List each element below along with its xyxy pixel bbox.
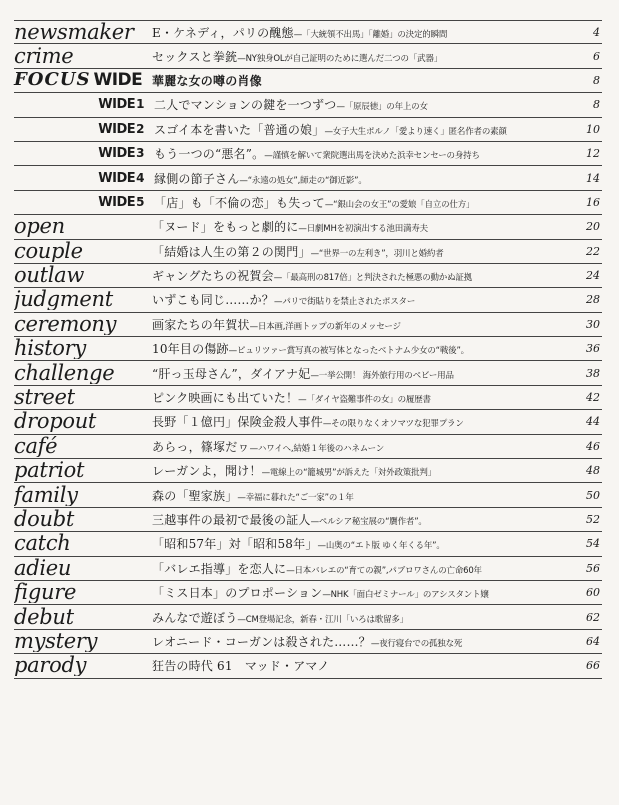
article-title: “肝っ玉母さん”，ダイアナ妃 xyxy=(152,366,311,381)
section-keyword: doubt xyxy=(14,509,74,530)
toc-row-wide-3[interactable] xyxy=(14,142,602,166)
page-number: 46 xyxy=(586,439,600,453)
article-title: セックスと拳銃 xyxy=(152,49,238,64)
page-number: 4 xyxy=(593,25,600,39)
section-keyword: figure xyxy=(14,582,77,604)
article-title: いずこも同じ……か？ xyxy=(152,293,275,308)
table-of-contents xyxy=(14,20,602,679)
article-subtitle: —日劇MHを初演出する池田満寿夫 xyxy=(298,224,428,235)
section-keyword: parody xyxy=(14,655,87,677)
section-keyword: newsmaker xyxy=(14,21,134,43)
page-number: 48 xyxy=(586,464,600,478)
toc-row-couple[interactable] xyxy=(14,240,602,264)
article-title: レーガンよ，聞け！ xyxy=(152,464,262,479)
article-title: 画家たちの年賀状 xyxy=(152,317,250,332)
article-title: ピンク映画にも出ていた！ xyxy=(152,391,299,406)
page-number: 12 xyxy=(586,147,600,161)
toc-row-mystery[interactable] xyxy=(14,630,602,654)
section-keyword: catch xyxy=(14,533,71,555)
page-number: 64 xyxy=(586,634,600,648)
article-subtitle: —“銀山会の女王”の愛娘「自立の仕方」 xyxy=(324,199,475,210)
article-subtitle: —「原辰徳」の年上の女 xyxy=(336,102,428,113)
page-number: 52 xyxy=(586,513,600,526)
article-subtitle: —謹慎を解いて衆院選出馬を決めた浜幸センセーの身持ち xyxy=(264,151,480,162)
page-number: 30 xyxy=(586,317,600,331)
wide-section-label: WIDE2 xyxy=(98,121,144,137)
toc-row-cafe[interactable] xyxy=(14,435,602,459)
section-keyword: challenge xyxy=(14,362,115,384)
page-number: 8 xyxy=(593,73,600,87)
section-keyword: outlaw xyxy=(14,265,85,287)
article-title: E・ケネディ，パリの醜態 xyxy=(152,25,294,40)
article-title: スゴイ本を書いた「普通の娘」 xyxy=(154,122,325,137)
section-keyword: judgment xyxy=(14,289,113,311)
page-number: 44 xyxy=(586,415,600,429)
article-subtitle: —山奥の“エト版 ゆく年くる年”。 xyxy=(317,541,445,552)
toc-row-outlaw[interactable] xyxy=(14,264,602,288)
article-title: 二人でマンションの鍵を一つずつ xyxy=(154,98,337,113)
toc-row-history[interactable] xyxy=(14,337,602,361)
wide-logo: WIDE xyxy=(93,69,143,90)
page-number: 6 xyxy=(593,49,600,63)
article-subtitle: —“永遠の処女”,師走の“御近影”。 xyxy=(239,175,367,186)
article-title: 「バレエ指導」を恋人に xyxy=(152,561,287,576)
toc-row-open[interactable] xyxy=(14,215,602,239)
article-subtitle: —幸福に暮れた“ご一家”の１年 xyxy=(237,492,354,503)
article-subtitle: —「最高刑の817倍」と判決された極悪の動かぬ証拠 xyxy=(273,273,472,284)
page-number: 22 xyxy=(586,244,600,258)
article-subtitle: —夜行寝台での孤独な死 xyxy=(370,638,463,649)
page-number: 24 xyxy=(586,269,600,283)
article-subtitle: —NHK「面白ゼミナール」のアシスタント嬢 xyxy=(322,590,489,601)
section-keyword: adieu xyxy=(14,557,72,579)
article-title: 森の「聖家族」 xyxy=(152,488,238,503)
toc-row-focus-wide[interactable] xyxy=(14,69,602,93)
section-keyword: ceremony xyxy=(14,313,117,335)
page-number: 42 xyxy=(586,391,600,405)
toc-row-street[interactable] xyxy=(14,386,602,410)
toc-row-newsmaker[interactable] xyxy=(14,20,602,44)
toc-row-patriot[interactable] xyxy=(14,459,602,483)
section-keyword: street xyxy=(14,387,75,409)
article-title: 「結婚は人生の第２の関門」 xyxy=(152,244,311,259)
article-subtitle: —パリで街貼りを禁止されたポスター xyxy=(274,297,416,308)
section-keyword: mystery xyxy=(14,630,98,652)
page-number: 20 xyxy=(586,220,600,234)
toc-row-judgment[interactable] xyxy=(14,288,602,312)
article-title: 「ヌード」をもっと劇的に xyxy=(152,220,299,235)
wide-section-label: WIDE5 xyxy=(98,194,144,210)
toc-row-doubt[interactable] xyxy=(14,508,602,532)
page-number: 36 xyxy=(586,342,600,356)
section-keyword: patriot xyxy=(14,460,85,482)
section-keyword: crime xyxy=(14,45,74,67)
section-keyword: café xyxy=(14,435,58,457)
page-number: 50 xyxy=(586,488,600,502)
article-subtitle: —ピュリツァー賞写真の被写体となったベトナム少女の“戦後”。 xyxy=(228,346,469,357)
article-title: 狂告の時代 61 マッド・アマノ xyxy=(152,659,330,674)
article-subtitle: —「ダイヤ盗難事件の女」の履歴書 xyxy=(298,395,431,406)
toc-row-wide-5[interactable] xyxy=(14,191,602,215)
focus-wide-label xyxy=(14,71,152,89)
article-title: 長野「１億円」保険金殺人事件 xyxy=(152,415,323,430)
article-title: レオニード・コーガンは殺された……？ xyxy=(152,634,371,649)
page-number: 66 xyxy=(586,659,600,673)
article-title: ギャングたちの祝賀会 xyxy=(152,269,274,284)
article-subtitle: —ハワイへ,結婚１年後のハネムーン xyxy=(249,443,385,454)
article-subtitle: —ペルシア秘宝展の“贋作者”。 xyxy=(310,517,427,527)
section-keyword: history xyxy=(14,338,86,360)
section-keyword: couple xyxy=(14,240,83,262)
wide-section-label: WIDE1 xyxy=(98,97,144,113)
article-title: もう一つの“悪名”。 xyxy=(154,147,265,162)
toc-row-wide-4[interactable] xyxy=(14,166,602,190)
toc-row-ceremony[interactable] xyxy=(14,313,602,337)
toc-row-wide-2[interactable] xyxy=(14,118,602,142)
article-subtitle: —NY独身OLが自己証明のために選んだ二つの「武器」 xyxy=(237,53,443,64)
page-number: 60 xyxy=(586,586,600,600)
page-number: 56 xyxy=(586,561,600,575)
section-keyword: debut xyxy=(14,606,74,628)
focus-logo: FOCUS xyxy=(14,69,91,91)
wide-section-label: WIDE3 xyxy=(98,146,144,162)
article-title: 「昭和57年」対「昭和58年」 xyxy=(152,537,318,552)
page-number: 38 xyxy=(586,366,600,380)
page-number: 16 xyxy=(586,195,600,209)
article-title: みんなで遊ぼう xyxy=(152,610,238,625)
article-title: あらっ，篠塚だヮ xyxy=(152,439,250,454)
toc-row-adieu[interactable] xyxy=(14,557,602,581)
article-subtitle: —CM登場記念，新春・江川「いろは歌留多」 xyxy=(237,614,408,625)
toc-row-parody[interactable] xyxy=(14,654,602,678)
toc-row-crime[interactable] xyxy=(14,44,602,68)
page-number: 62 xyxy=(586,610,600,624)
page-number: 10 xyxy=(586,122,600,136)
page-number: 54 xyxy=(586,537,600,551)
toc-row-catch[interactable] xyxy=(14,532,602,556)
article-subtitle: —電線上の“籠城男”が訴えた「対外政策批判」 xyxy=(261,468,436,479)
toc-row-dropout[interactable] xyxy=(14,410,602,434)
article-subtitle: —「大統領不出馬」「離婚」の決定的瞬間 xyxy=(293,29,448,40)
article-subtitle: —女子大生ポルノ「愛より速く」匿名作者の素顔 xyxy=(324,126,507,137)
wide-section-label: WIDE4 xyxy=(98,170,144,186)
article-subtitle: —日本画,洋画トップの新年のメッセージ xyxy=(249,321,401,332)
toc-row-family[interactable] xyxy=(14,483,602,507)
article-title: 「店」も「不倫の恋」も失って xyxy=(154,195,325,210)
section-keyword: dropout xyxy=(14,411,97,433)
article-subtitle: —その限りなくオソマツな犯罪プラン xyxy=(322,419,464,430)
toc-row-figure[interactable] xyxy=(14,581,602,605)
feature-title: 華麗な女の噂の肖像 xyxy=(152,73,262,88)
section-keyword: open xyxy=(14,216,65,238)
page-number: 14 xyxy=(586,171,600,185)
article-subtitle: —“世界一の左利き”，羽川と婚約者 xyxy=(310,248,444,259)
toc-row-debut[interactable] xyxy=(14,605,602,629)
article-title: 10年目の傷跡 xyxy=(152,342,229,357)
article-title: 縁側の節子さん xyxy=(154,171,240,186)
article-subtitle: —一挙公開！ 海外旅行用のベビー用品 xyxy=(310,370,454,381)
article-title: 「ミス日本」のプロポーション xyxy=(152,586,323,601)
article-subtitle: —日本バレエの“育ての親”,パブロワさんの亡命60年 xyxy=(286,565,482,576)
section-keyword: family xyxy=(14,484,78,506)
toc-row-challenge[interactable] xyxy=(14,361,602,385)
page-number: 28 xyxy=(586,293,600,307)
page-number: 8 xyxy=(593,98,600,112)
article-title: 三越事件の最初で最後の証人 xyxy=(152,513,311,527)
toc-row-wide-1[interactable] xyxy=(14,93,602,117)
